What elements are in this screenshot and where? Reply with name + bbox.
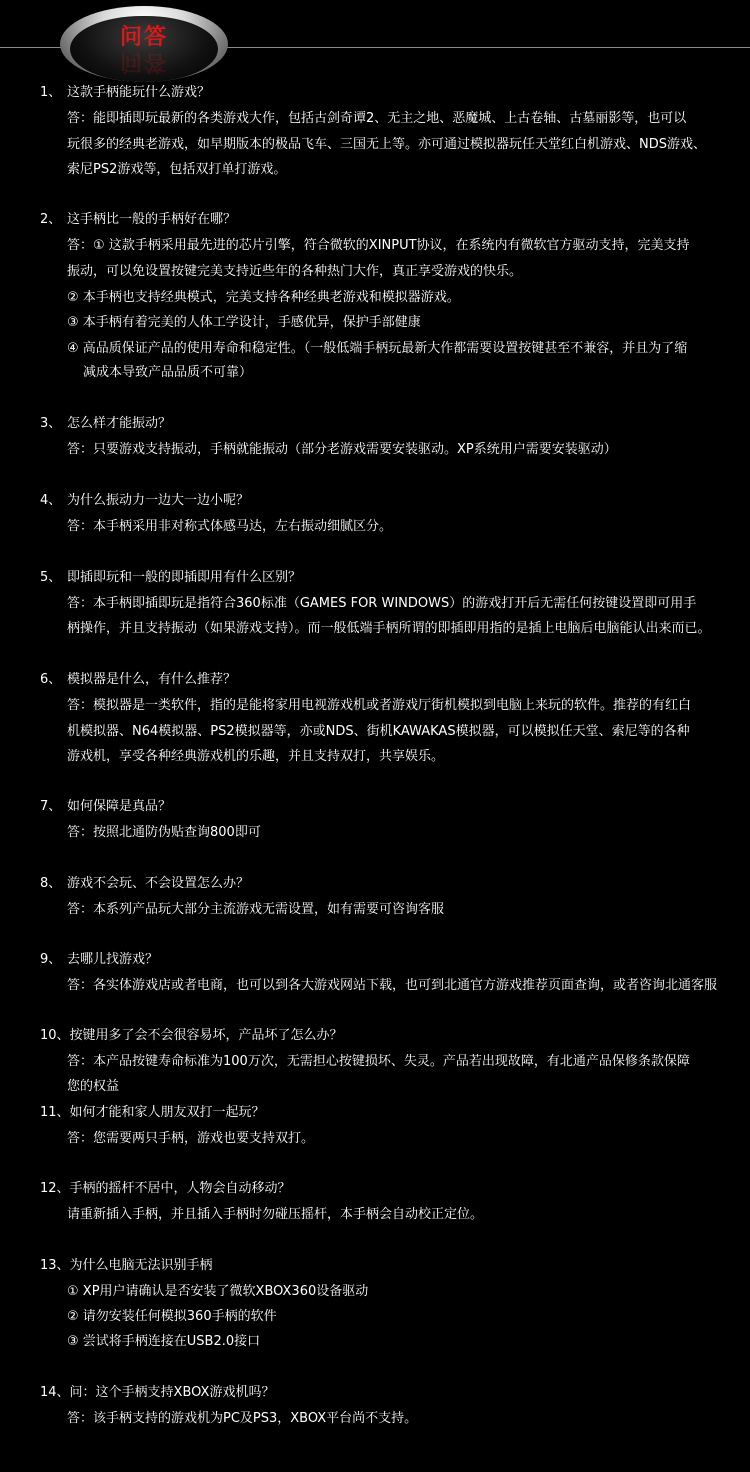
faq-answer-line: 振动，可以免设置按键完美支持近些年的各种热门大作，真正享受游戏的快乐。	[67, 264, 523, 279]
page-title-reflection: 问答	[119, 49, 168, 74]
faq-question: 6、 模拟器是什么，有什么推荐？	[40, 672, 237, 687]
faq-answer-line: 减成本导致产品品质不可靠）	[83, 365, 253, 380]
faq-answer-line: 答：能即插即玩最新的各类游戏大作，包括古剑奇谭2、无主之地、恶魔城、上古卷轴、古墓丽影等，也可以	[67, 111, 687, 126]
faq-question: 7、 如何保障是真品？	[40, 799, 172, 814]
faq-question: 4、 为什么振动力一边大一边小呢？	[40, 493, 250, 508]
faq-answer-line: 答：您需要两只手柄，游戏也要支持双打。	[67, 1131, 315, 1146]
faq-question: 9、 去哪儿找游戏？	[40, 952, 159, 967]
faq-question: 1、 这款手柄能玩什么游戏？	[40, 85, 211, 100]
faq-question: 13、为什么电脑无法识别手柄	[40, 1258, 213, 1273]
faq-answer-line: 玩很多的经典老游戏，如早期版本的极品飞车、三国无上等。亦可通过模拟器玩任天堂红白机游戏、NDS游戏、	[67, 137, 706, 152]
faq-answer-line: ③ 尝试将手柄连接在USB2.0接口	[67, 1334, 261, 1349]
faq-answer-line: 您的权益	[67, 1079, 120, 1094]
faq-answer-line: ① XP用户请确认是否安装了微软XBOX360设备驱动	[67, 1284, 369, 1299]
faq-question: 5、 即插即玩和一般的即插即用有什么区别？	[40, 570, 302, 585]
title-badge	[60, 6, 228, 82]
faq-answer-line: 答：模拟器是一类软件，指的是能将家用电视游戏机或者游戏厅街机模拟到电脑上来玩的软件。推荐的有红白	[67, 698, 692, 713]
faq-answer-line: 答：本手柄采用非对称式体感马达，左右振动细腻区分。	[67, 519, 393, 534]
faq-answer-line: 答：本产品按键寿命标准为100万次，无需担心按键损坏、失灵。产品若出现故障，有北通产品保修条款保障	[67, 1054, 690, 1069]
header	[0, 0, 750, 88]
faq-answer-line: 柄操作，并且支持振动（如果游戏支持）。而一般低端手柄所谓的即插即用指的是插上电脑后电脑能认出来而已。	[67, 621, 711, 636]
faq-answer-line: 答：按照北通防伪贴查询800即可	[67, 825, 261, 840]
faq-question: 8、 游戏不会玩、不会设置怎么办？	[40, 876, 250, 891]
faq-answer-line: ④ 高品质保证产品的使用寿命和稳定性。（一般低端手柄玩最新大作都需要设置按键甚至不兼容，并且为了缩	[67, 341, 688, 356]
faq-answer-line: ③ 本手柄有着完美的人体工学设计，手感优异，保护手部健康	[67, 315, 421, 330]
faq-answer-line: 答：本系列产品玩大部分主流游戏无需设置，如有需要可咨询客服	[67, 902, 445, 917]
faq-answer-line: ② 请勿安装任何模拟360手柄的软件	[67, 1309, 277, 1324]
faq-question: 12、手柄的摇杆不居中，人物会自动移动？	[40, 1181, 291, 1196]
faq-answer-line: 答：只要游戏支持振动，手柄就能振动（部分老游戏需要安装驱动。XP系统用户需要安装驱动）	[67, 442, 617, 457]
faq-question: 2、 这手柄比一般的手柄好在哪？	[40, 212, 237, 227]
faq-answer-line: 答：该手柄支持的游戏机为PC及PS3，XBOX平台尚不支持。	[67, 1411, 418, 1426]
faq-answer-line: 索尼PS2游戏等，包括双打单打游戏。	[67, 162, 287, 177]
faq-question: 14、问：这个手柄支持XBOX游戏机吗？	[40, 1385, 275, 1400]
faq-answer-line: 答：各实体游戏店或者电商，也可以到各大游戏网站下载，也可到北通官方游戏推荐页面查询，或者咨询北通客服	[67, 978, 718, 993]
faq-answer-line: 机模拟器、N64模拟器、PS2模拟器等，亦或NDS、街机KAWAKAS模拟器，可以模拟任天堂、索尼等的各种	[67, 724, 690, 739]
faq-question: 11、如何才能和家人朋友双打一起玩？	[40, 1105, 265, 1120]
faq-answer-line: 请重新插入手柄，并且插入手柄时勿碰压摇杆，本手柄会自动校正定位。	[67, 1207, 484, 1222]
faq-answer-line: 答：本手柄即插即玩是指符合360标准（GAMES FOR WINDOWS）的游戏打开后无需任何按键设置即可用手	[67, 596, 697, 611]
page-title: 问答	[119, 25, 168, 50]
faq-answer-line: 答：① 这款手柄采用最先进的芯片引擎，符合微软的XINPUT协议，在系统内有微软官方驱动支持，完美支持	[67, 238, 690, 253]
faq-answer-line: ② 本手柄也支持经典模式，完美支持各种经典老游戏和模拟器游戏。	[67, 290, 460, 305]
faq-question: 3、 怎么样才能振动？	[40, 416, 172, 431]
faq-question: 10、按键用多了会不会很容易坏，产品坏了怎么办？	[40, 1028, 343, 1043]
faq-answer-line: 游戏机，享受各种经典游戏机的乐趣，并且支持双打，共享娱乐。	[67, 749, 445, 764]
